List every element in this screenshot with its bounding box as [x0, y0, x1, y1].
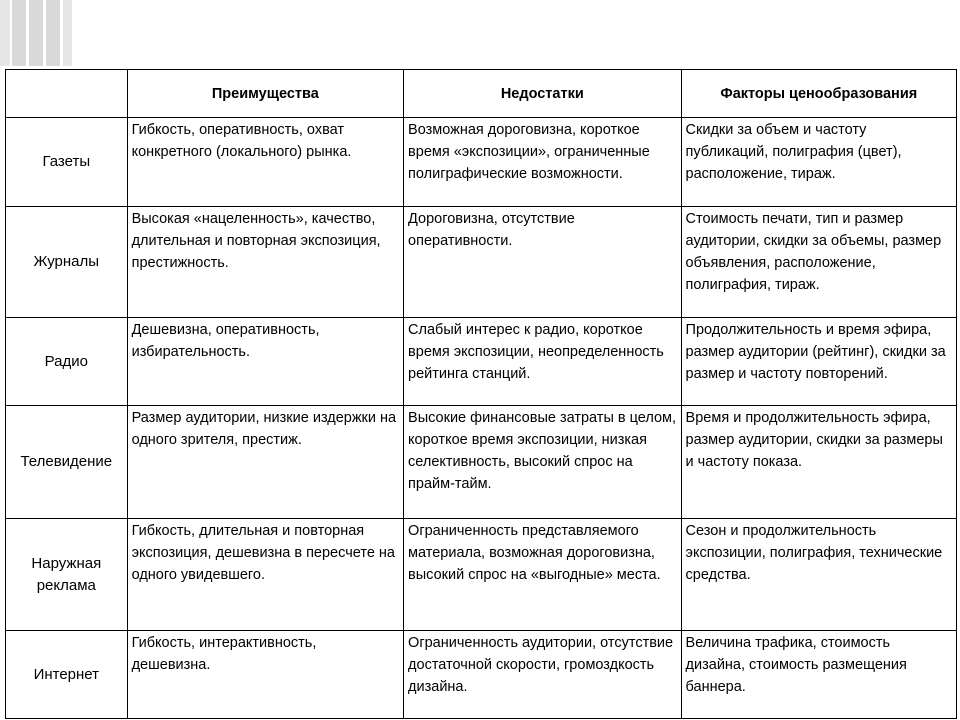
row-pros: Высокая «нацеленность», качество, длительная и повторная экспозиция, престижность. [127, 207, 403, 318]
table-row [6, 519, 957, 631]
row-medium: Телевидение [6, 406, 128, 519]
row-cons: Дороговизна, отсутствие оперативности. [404, 207, 682, 318]
stripe [12, 0, 26, 66]
table-row [6, 406, 957, 519]
row-medium: Журналы [6, 207, 128, 318]
row-pricing: Продолжительность и время эфира, размер аудитории (рейтинг), скидки за размер и частоту повторений. [681, 318, 956, 406]
stripe [0, 0, 10, 66]
row-pros: Гибкость, длительная и повторная экспозиция, дешевизна в пересчете на одного увидевшего. [127, 519, 403, 631]
stripe [63, 0, 72, 66]
header-pricing: Факторы ценообразования [681, 70, 956, 118]
table-row [6, 631, 957, 719]
header-cons: Недостатки [404, 70, 682, 118]
header-row [6, 70, 957, 118]
advertising-media-table [5, 69, 957, 719]
header-empty-cell [6, 70, 128, 118]
row-medium: Интернет [6, 631, 128, 719]
row-pros: Размер аудитории, низкие издержки на одного зрителя, престиж. [127, 406, 403, 519]
header-pros: Преимущества [127, 70, 403, 118]
row-medium: Газеты [6, 118, 128, 207]
row-pricing: Сезон и продолжительность экспозиции, полиграфия, технические средства. [681, 519, 956, 631]
row-medium: Радио [6, 318, 128, 406]
table-row [6, 207, 957, 318]
row-pricing: Величина трафика, стоимость дизайна, стоимость размещения баннера. [681, 631, 956, 719]
table-row [6, 318, 957, 406]
row-pros: Гибкость, оперативность, охват конкретного (локального) рынка. [127, 118, 403, 207]
row-pros: Гибкость, интерактивность, дешевизна. [127, 631, 403, 719]
row-pros: Дешевизна, оперативность, избирательность. [127, 318, 403, 406]
table-row [6, 118, 957, 207]
row-pricing: Скидки за объем и частоту публикаций, полиграфия (цвет), расположение, тираж. [681, 118, 956, 207]
row-pricing: Стоимость печати, тип и размер аудитории, скидки за объемы, размер объявления, расположение, полиграфия, тираж. [681, 207, 956, 318]
row-medium: Наружная реклама [6, 519, 128, 631]
decorative-stripes [0, 0, 72, 66]
row-cons: Высокие финансовые затраты в целом, короткое время экспозиции, низкая селективность, высокий спрос на прайм-тайм. [404, 406, 682, 519]
stripe [46, 0, 60, 66]
row-cons: Ограниченность аудитории, отсутствие достаточной скорости, громоздкость дизайна. [404, 631, 682, 719]
stripe [29, 0, 43, 66]
row-cons: Слабый интерес к радио, короткое время экспозиции, неопределенность рейтинга станций. [404, 318, 682, 406]
row-cons: Ограниченность представляемого материала, возможная дороговизна, высокий спрос на «выгодные» места. [404, 519, 682, 631]
row-cons: Возможная дороговизна, короткое время «экспозиции», ограниченные полиграфические возможности. [404, 118, 682, 207]
row-pricing: Время и продолжительность эфира, размер аудитории, скидки за размеры и частоту показа. [681, 406, 956, 519]
